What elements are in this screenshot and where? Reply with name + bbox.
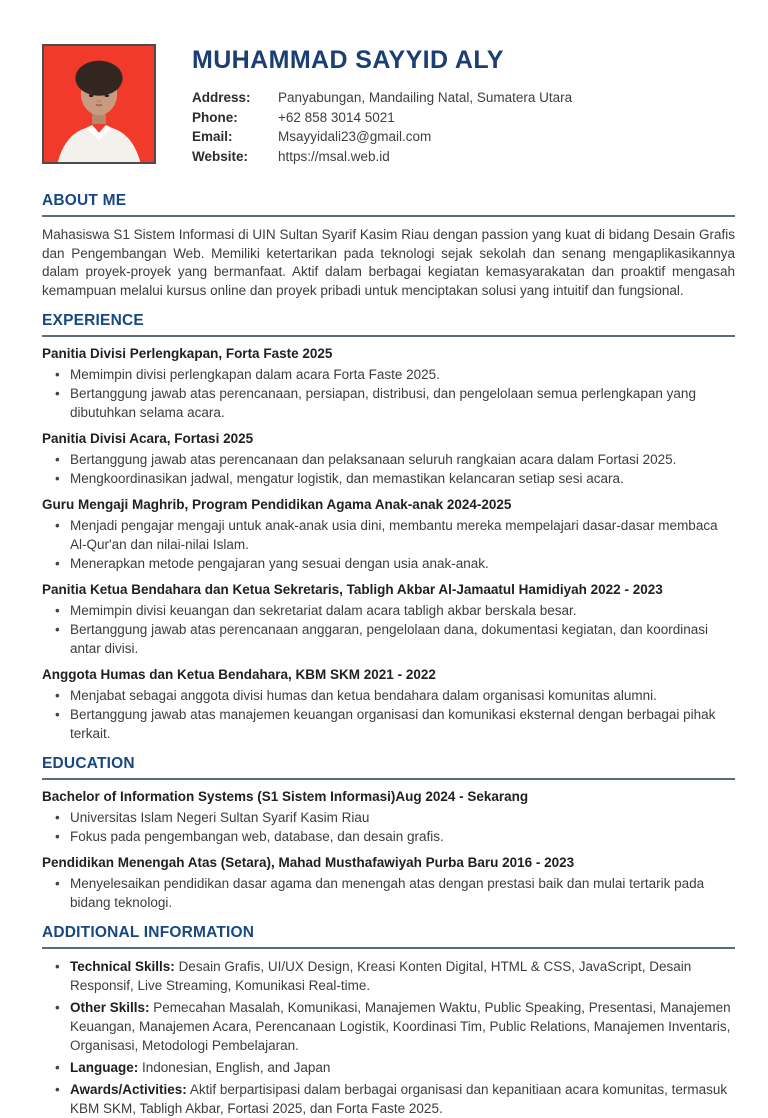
- bullet-item: • Bertanggung jawab atas perencanaan, persiapan, distribusi, dan pengelolaan semua perlengkapan yang dibutuhkan selama acara.: [42, 384, 735, 422]
- email-label: Email:: [192, 129, 233, 144]
- bullet-item: • Menyelesaikan pendidikan dasar agama dan menengah atas dengan prestasi baik dan mulai tertarik pada bidang teknologi.: [42, 874, 735, 912]
- section-experience: [42, 312, 735, 743]
- section-education: [42, 755, 735, 912]
- experience-entry-title: Panitia Divisi Acara, Fortasi 2025: [42, 431, 254, 446]
- about-me-heading: ABOUT ME: [42, 192, 127, 209]
- bullet-item: • Fokus pada pengembangan web, database, dan desain grafis.: [42, 827, 735, 846]
- phone-value: +62 858 3014 5021: [278, 109, 395, 125]
- bullet-item: • Mengkoordinasikan jadwal, mengatur logistik, dan memastikan kelancaran setiap sesi acara.: [42, 469, 735, 488]
- item-label: Language:: [70, 1060, 139, 1075]
- item-value: Desain Grafis, UI/UX Design, Kreasi Konten Digital, HTML & CSS, JavaScript, Desain Responsif, Live Streaming, Komunikasi Real-time.: [70, 959, 692, 993]
- experience-entry-title: Anggota Humas dan Ketua Bendahara, KBM SKM 2021 - 2022: [42, 667, 436, 682]
- item-value: Indonesian, English, and Japan: [142, 1060, 331, 1075]
- additional-item-other-skills: [42, 998, 735, 1055]
- experience-entry-title: Guru Mengaji Maghrib, Program Pendidikan Agama Anak-anak 2024-2025: [42, 497, 512, 512]
- about-me-paragraph: Mahasiswa S1 Sistem Informasi di UIN Sultan Syarif Kasim Riau dengan passion yang kuat di bidang Desain Grafis dan Pengembangan Web. Memiliki ketertarikan pada teknologi sejak sekolah dan senang mengaplikasikannya dalam proyek-proyek yang bermanfaat. Aktif dalam berbagai kegiatan kemasyarakatan dan proaktif mengasah kemampuan melalui kursus online dan proyek pribadi untuk menciptakan solusi yang intuitif dan fungsional.: [42, 227, 735, 298]
- contact-row-website: [192, 147, 572, 167]
- experience-heading: EXPERIENCE: [42, 312, 144, 329]
- phone-label: Phone:: [192, 109, 238, 125]
- education-heading: EDUCATION: [42, 755, 135, 772]
- experience-entry-bullets: [42, 516, 735, 573]
- bullet-item: • Bertanggung jawab atas manajemen keuangan organisasi dan komunikasi eksternal dengan berbagai pihak terkait.: [42, 705, 735, 743]
- bullet-item: • Universitas Islam Negeri Sultan Syarif Kasim Riau: [42, 808, 735, 827]
- resume-header: [42, 44, 735, 166]
- experience-entry-title: Panitia Divisi Perlengkapan, Forta Faste 2025: [42, 346, 333, 361]
- section-about-me: [42, 192, 735, 300]
- bullet-item: • Memimpin divisi keuangan dan sekretariat dalam acara tabligh akbar berskala besar.: [42, 601, 735, 620]
- person-name: MUHAMMAD SAYYID ALY: [192, 46, 504, 74]
- experience-entry-bullets: [42, 686, 735, 743]
- experience-entry-bullets: [42, 450, 735, 488]
- additional-item-technical-skills: [42, 957, 735, 995]
- additional-item-awards-activities: [42, 1080, 735, 1118]
- item-label: Other Skills:: [70, 1000, 150, 1015]
- profile-photo: [42, 44, 156, 164]
- item-value: Aktif berpartisipasi dalam berbagai organisasi dan kepanitiaan acara komunitas, termasuk KBM SKM, Tabligh Akbar, Fortasi 2025, dan Forta Faste 2025.: [70, 1082, 728, 1116]
- additional-information-heading: ADDITIONAL INFORMATION: [42, 924, 255, 941]
- contact-row-email: [192, 127, 572, 147]
- section-divider: [42, 215, 735, 217]
- additional-item-language: [42, 1058, 735, 1077]
- section-divider: [42, 947, 735, 949]
- item-label: Technical Skills:: [70, 959, 175, 974]
- email-value: Msayyidali23@gmail.com: [278, 129, 432, 144]
- experience-entry-bullets: [42, 601, 735, 658]
- header-info: [156, 44, 572, 166]
- bullet-item: • Menjabat sebagai anggota divisi humas dan ketua bendahara dalam organisasi komunitas alumni.: [42, 686, 735, 705]
- profile-photo-illustration: [44, 46, 154, 162]
- bullet-item: • Bertanggung jawab atas perencanaan dan pelaksanaan seluruh rangkaian acara dalam Fortasi 2025.: [42, 450, 735, 469]
- item-value: Pemecahan Masalah, Komunikasi, Manajemen Waktu, Public Speaking, Presentasi, Manajemen Keuangan, Manajemen Acara, Perencanaan Logistik, Koordinasi Tim, Public Relations, Manajemen Inventaris, Organisasi, Metodologi Pembelajaran.: [70, 1000, 731, 1053]
- education-entry-bullets: [42, 874, 735, 912]
- bullet-item: • Bertanggung jawab atas perencanaan anggaran, pengelolaan dana, dokumentasi kegiatan, dan koordinasi antar divisi.: [42, 620, 735, 658]
- experience-entry-bullets: [42, 365, 735, 422]
- bullet-item: • Memimpin divisi perlengkapan dalam acara Forta Faste 2025.: [42, 365, 735, 384]
- address-label: Address:: [192, 90, 251, 105]
- education-entry-title: Pendidikan Menengah Atas (Setara), Mahad Musthafawiyah Purba Baru 2016 - 2023: [42, 855, 575, 870]
- contact-row-phone: [192, 108, 572, 128]
- website-value: https://msal.web.id: [278, 148, 390, 164]
- website-label: Website:: [192, 148, 249, 164]
- experience-entry-title: Panitia Ketua Bendahara dan Ketua Sekretaris, Tabligh Akbar Al-Jamaatul Hamidiyah 2022 - 2023: [42, 582, 663, 597]
- education-entry-title: Bachelor of Information Systems (S1 Sistem Informasi)Aug 2024 - Sekarang: [42, 789, 529, 804]
- section-additional-information: [42, 924, 735, 1118]
- address-value: Panyabungan, Mandailing Natal, Sumatera Utara: [278, 90, 573, 105]
- education-entry-bullets: [42, 808, 735, 846]
- contact-row-address: [192, 88, 572, 108]
- section-divider: [42, 335, 735, 337]
- additional-information-list: [42, 957, 735, 1118]
- item-label: Awards/Activities:: [70, 1082, 187, 1097]
- bullet-item: • Menjadi pengajar mengaji untuk anak-anak usia dini, membantu mereka mempelajari dasar-dasar membaca Al-Qur'an dan nilai-nilai Islam.: [42, 516, 735, 554]
- bullet-item: • Menerapkan metode pengajaran yang sesuai dengan usia anak-anak.: [42, 554, 735, 573]
- section-divider: [42, 778, 735, 780]
